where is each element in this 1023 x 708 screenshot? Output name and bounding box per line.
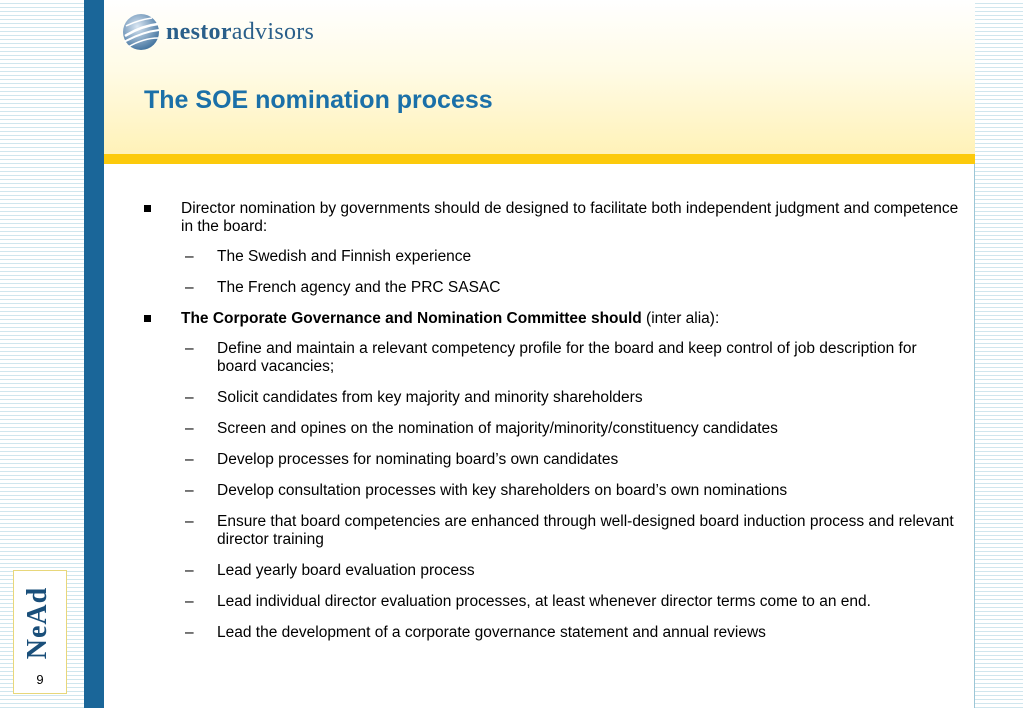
- bullet-text: Define and maintain a relevant competency profile for the board and keep control of job description for board vacancies;: [217, 340, 917, 375]
- bullet-text: Ensure that board competencies are enhanced through well-designed board induction process and relevant director training: [217, 513, 954, 548]
- sub-bullet-item: [144, 420, 959, 438]
- logo-text-rest: advisors: [231, 18, 315, 45]
- globe-logo-icon: [120, 12, 162, 52]
- slide-title: The SOE nomination process: [144, 86, 493, 114]
- right-stripe-decoration: [974, 0, 1023, 708]
- sub-bullet-item: [144, 562, 959, 580]
- sub-bullet-item: [144, 482, 959, 500]
- bullet-text: The French agency and the PRC SASAC: [217, 279, 501, 296]
- header-divider: [104, 154, 975, 164]
- dash-bullet-icon: –: [185, 593, 194, 610]
- sub-bullet-item: [144, 340, 959, 376]
- bullet-text: Director nomination by governments should de designed to facilitate both independent judgment and competence in the board:: [181, 200, 959, 235]
- bullet-text: Develop consultation processes with key shareholders on board’s own nominations: [217, 482, 788, 499]
- nead-brand-text: NeAd: [22, 586, 53, 660]
- sub-bullet-item: [144, 451, 959, 469]
- square-bullet-icon: [144, 315, 151, 322]
- bullet-text: Solicit candidates from key majority and minority shareholders: [217, 389, 643, 406]
- dash-bullet-icon: –: [185, 513, 194, 530]
- sub-bullet-item: [144, 593, 959, 611]
- company-logo: [120, 12, 314, 52]
- sub-bullet-item: [144, 279, 959, 297]
- logo-wordmark: [166, 19, 314, 46]
- bullet-item: [144, 200, 959, 236]
- footer-brand-box: [13, 570, 67, 694]
- sub-bullet-item: [144, 248, 959, 266]
- bullet-text: Lead individual director evaluation processes, at least whenever director terms come to an end.: [217, 593, 871, 610]
- dash-bullet-icon: –: [185, 624, 194, 641]
- dash-bullet-icon: –: [185, 482, 194, 499]
- dash-bullet-icon: –: [185, 389, 194, 406]
- sub-bullet-item: [144, 389, 959, 407]
- bullet-text: Lead yearly board evaluation process: [217, 562, 475, 579]
- bullet-bold-text: The Corporate Governance and Nomination Committee should: [181, 310, 642, 327]
- bullet-text: The Swedish and Finnish experience: [217, 248, 472, 265]
- dash-bullet-icon: –: [185, 279, 194, 296]
- bullet-text: Screen and opines on the nomination of majority/minority/constituency candidates: [217, 420, 778, 437]
- dash-bullet-icon: –: [185, 340, 194, 357]
- dash-bullet-icon: –: [185, 451, 194, 468]
- left-blue-bar: [84, 0, 104, 708]
- sub-bullet-item: [144, 513, 959, 549]
- dash-bullet-icon: –: [185, 420, 194, 437]
- bullet-item: [144, 310, 959, 328]
- sub-bullet-item: [144, 624, 959, 642]
- logo-text-bold: nestor: [166, 18, 232, 45]
- bullet-text: Develop processes for nominating board’s own candidates: [217, 451, 619, 468]
- bullet-text: (inter alia):: [641, 310, 720, 327]
- dash-bullet-icon: –: [185, 562, 194, 579]
- dash-bullet-icon: –: [185, 248, 194, 265]
- square-bullet-icon: [144, 205, 151, 212]
- bullet-text: Lead the development of a corporate governance statement and annual reviews: [217, 624, 766, 641]
- page-number: 9: [36, 672, 44, 687]
- bullet-list: [144, 200, 959, 655]
